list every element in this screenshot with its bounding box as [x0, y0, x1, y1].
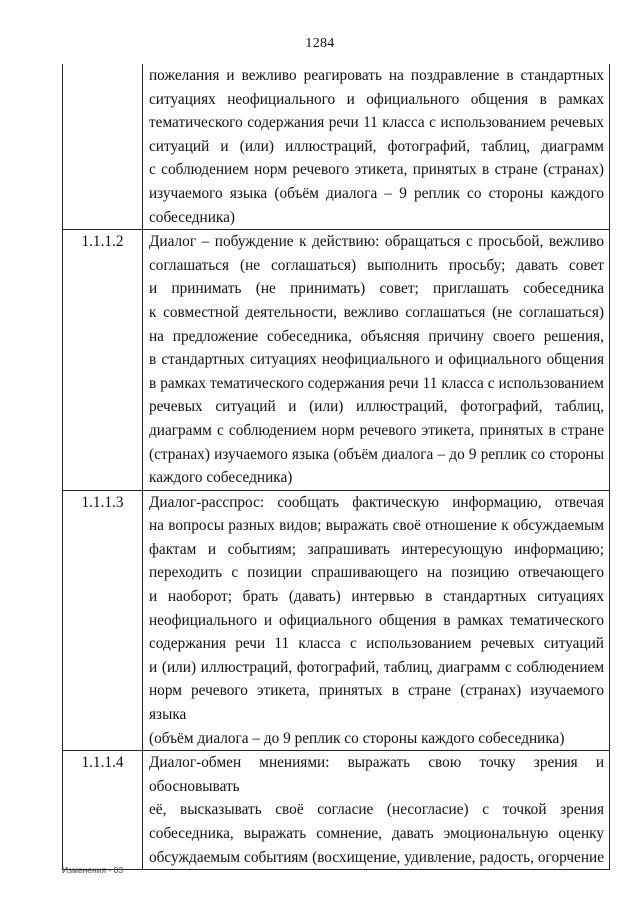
text-line: и (или) иллюстраций, фотографий, таблиц, диаграмм с соблюдением [149, 658, 604, 676]
text-line: тематического содержания речи 11 класса с использованием речевых [149, 114, 604, 132]
text-line: в рамках тематического содержания речи 11 класса с использованием [149, 374, 604, 392]
text-line: в стандартных ситуациях неофициального и официального общения [149, 351, 604, 369]
page-number: 1284 [305, 36, 335, 51]
text-line: к совместной деятельности, вежливо соглашаться (не соглашаться) [149, 303, 604, 321]
table-row [63, 751, 610, 870]
revision-footer: Изменения - 03 [62, 865, 124, 875]
table-row [63, 230, 610, 491]
table-row [63, 64, 610, 230]
item-text-cell [143, 64, 610, 230]
text-line: на вопросы разных видов; выражать своё отношение к обсуждаемым [149, 517, 604, 535]
text-line: диаграмм с соблюдением норм речевого этикета, принятых в стране [149, 421, 604, 439]
text-line: (странах) изучаемого языка (объём диалога – до 9 реплик со стороны [149, 445, 604, 463]
text-line: ситуаций и (или) иллюстраций, фотографий, таблиц, диаграмм [149, 137, 604, 155]
text-line: и наоборот; брать (давать) интервью в стандартных ситуациях [149, 588, 604, 606]
item-text-cell [143, 490, 610, 751]
item-number-cell: 1.1.1.3 [63, 490, 143, 751]
text-line: Диалог-обмен мнениями: выражать свою точку зрения и обосновывать [149, 754, 604, 795]
text-line: переходить с позиции спрашивающего на позицию отвечающего [149, 564, 604, 582]
text-line: Диалог-расспрос: сообщать фактическую информацию, отвечая [149, 493, 604, 511]
text-line: изучаемого языка (объём диалога – 9 реплик со стороны каждого [149, 184, 604, 202]
text-line: Диалог – побуждение к действию: обращаться с просьбой, вежливо [149, 233, 604, 251]
table-row [63, 490, 610, 751]
text-line: норм речевого этикета, принятых в стране (странах) изучаемого языка [149, 682, 604, 724]
text-line: пожелания и вежливо реагировать на поздравление в стандартных [149, 67, 604, 84]
text-line: и принимать (не принимать) совет; приглашать собеседника [149, 280, 604, 298]
content-table-body [63, 64, 610, 870]
item-number-cell: 1.1.1.4 [63, 751, 143, 870]
text-line: с соблюдением норм речевого этикета, принятых в стране (странах) [149, 161, 604, 179]
text-line: обсуждаемым событиям (восхищение, удивление, радость, огорчение [149, 848, 604, 866]
text-line: собеседника, выражать сомнение, давать эмоциональную оценку [149, 825, 604, 842]
item-text-cell [143, 230, 610, 491]
text-line: неофициального и официального общения в рамках тематического [149, 611, 604, 629]
text-line: её, высказывать своё согласие (несогласие) с точкой зрения [149, 801, 604, 819]
text-line: ситуациях неофициального и официального общения в рамках [149, 90, 604, 108]
text-line: каждого собеседника) [149, 469, 293, 487]
text-line: собеседника) [149, 208, 235, 226]
text-line: (объём диалога – до 9 реплик со стороны каждого собеседника) [149, 729, 565, 747]
content-table [62, 64, 610, 870]
text-line: содержания речи 11 класса с использованием речевых ситуаций [149, 635, 604, 653]
text-line: соглашаться (не соглашаться) выполнить просьбу; давать совет [149, 256, 604, 274]
item-number-cell: 1.1.1.2 [63, 230, 143, 491]
text-line: фактам и событиям; запрашивать интересующую информацию; [149, 540, 604, 558]
item-text-cell [143, 751, 610, 870]
text-line: речевых ситуаций и (или) иллюстраций, фотографий, таблиц, [149, 398, 604, 416]
text-line: на предложение собеседника, объясняя причину своего решения, [149, 327, 604, 345]
item-number-cell [63, 64, 143, 230]
